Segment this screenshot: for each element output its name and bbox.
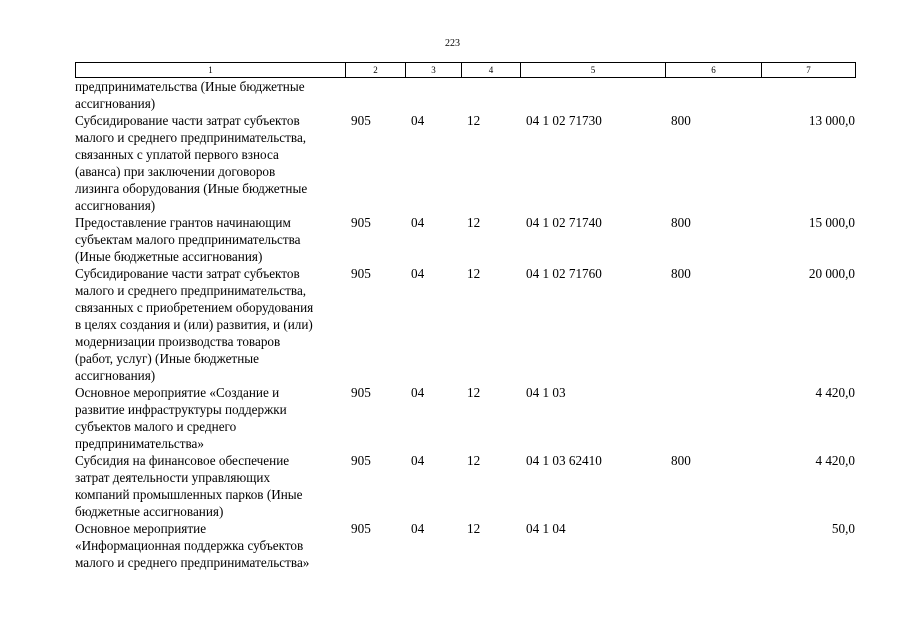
description-line: затрат деятельности управляющих: [75, 470, 271, 485]
gov-code-cell: 905: [351, 113, 371, 128]
target-article-cell: 04 1 02 71760: [526, 266, 602, 281]
section-cell: 04: [411, 266, 425, 281]
description-line: (Иные бюджетные ассигнования): [75, 249, 263, 264]
page-number: 223: [445, 38, 460, 49]
subsection-cell: 12: [467, 385, 481, 400]
description-line: Предоставление грантов начинающим: [75, 215, 291, 230]
expense-type-cell: 800: [671, 266, 691, 281]
target-article-cell: 04 1 03: [526, 385, 566, 400]
table-row: [75, 214, 855, 265]
table-row: [75, 452, 855, 520]
section-cell: 04: [411, 521, 425, 536]
amount-cell: 4 420,0: [815, 385, 855, 400]
subsection-cell: 12: [467, 521, 481, 536]
description-line: малого и среднего предпринимательства,: [75, 130, 307, 145]
description-line: компаний промышленных парков (Иные: [75, 487, 303, 502]
gov-code-cell: 905: [351, 215, 371, 230]
description-line: Основное мероприятие: [75, 521, 207, 536]
description-line: Основное мероприятие «Создание и: [75, 385, 280, 400]
table-row: [75, 384, 855, 452]
amount-cell: 13 000,0: [808, 113, 855, 128]
description-line: связанных с уплатой первого взноса: [75, 147, 279, 162]
description-line: предпринимательства»: [75, 436, 204, 451]
row-description: [75, 265, 347, 384]
description-line: лизинга оборудования (Иные бюджетные: [75, 181, 308, 196]
table-row: [75, 78, 855, 112]
description-line: бюджетные ассигнования): [75, 504, 224, 519]
description-line: Субсидия на финансовое обеспечение: [75, 453, 290, 468]
amount-cell: 20 000,0: [808, 266, 855, 281]
header-col-3: 3: [406, 63, 462, 78]
subsection-cell: 12: [467, 453, 481, 468]
description-line: малого и среднего предпринимательства»: [75, 555, 310, 570]
target-article-cell: 04 1 02 71740: [526, 215, 602, 230]
description-line: в целях создания и (или) развития, и (или): [75, 317, 313, 332]
gov-code-cell: 905: [351, 385, 371, 400]
section-cell: 04: [411, 385, 425, 400]
description-line: «Информационная поддержка субъектов: [75, 538, 304, 553]
header-col-1: 1: [76, 63, 346, 78]
description-line: (аванса) при заключении договоров: [75, 164, 276, 179]
target-article-cell: 04 1 04: [526, 521, 566, 536]
budget-table-body: [75, 78, 855, 571]
gov-code-cell: 905: [351, 453, 371, 468]
table-row: [75, 520, 855, 571]
row-description: [75, 112, 347, 214]
row-description: [75, 520, 347, 571]
amount-cell: 15 000,0: [808, 215, 855, 230]
table-row: [75, 112, 855, 214]
description-line: ассигнования): [75, 198, 156, 213]
target-article-cell: 04 1 02 71730: [526, 113, 602, 128]
description-line: ассигнования): [75, 368, 156, 383]
gov-code-cell: 905: [351, 521, 371, 536]
description-line: Субсидирование части затрат субъектов: [75, 113, 300, 128]
subsection-cell: 12: [467, 113, 481, 128]
expense-type-cell: 800: [671, 453, 691, 468]
subsection-cell: 12: [467, 215, 481, 230]
description-line: Субсидирование части затрат субъектов: [75, 266, 300, 281]
description-line: связанных с приобретением оборудования: [75, 300, 314, 315]
row-description: [75, 452, 347, 520]
description-line: модернизации производства товаров: [75, 334, 281, 349]
description-line: малого и среднего предпринимательства,: [75, 283, 307, 298]
description-line: ассигнования): [75, 96, 156, 111]
header-col-7: 7: [762, 63, 856, 78]
description-line: развитие инфраструктуры поддержки: [75, 402, 287, 417]
section-cell: 04: [411, 113, 425, 128]
description-line: субъектов малого и среднего: [75, 419, 237, 434]
row-description: [75, 214, 347, 265]
header-col-2: 2: [346, 63, 406, 78]
section-cell: 04: [411, 453, 425, 468]
expense-type-cell: 800: [671, 215, 691, 230]
description-line: предпринимательства (Иные бюджетные: [75, 79, 305, 94]
amount-cell: 4 420,0: [815, 453, 855, 468]
gov-code-cell: 905: [351, 266, 371, 281]
row-description: [75, 78, 347, 112]
amount-cell: 50,0: [831, 521, 855, 536]
description-line: субъектам малого предпринимательства: [75, 232, 301, 247]
header-col-5: 5: [521, 63, 666, 78]
description-line: (работ, услуг) (Иные бюджетные: [75, 351, 259, 366]
header-col-6: 6: [666, 63, 762, 78]
table-row: [75, 265, 855, 384]
row-description: [75, 384, 347, 452]
column-number-header: [75, 62, 856, 78]
section-cell: 04: [411, 215, 425, 230]
target-article-cell: 04 1 03 62410: [526, 453, 602, 468]
header-col-4: 4: [462, 63, 521, 78]
expense-type-cell: 800: [671, 113, 691, 128]
subsection-cell: 12: [467, 266, 481, 281]
